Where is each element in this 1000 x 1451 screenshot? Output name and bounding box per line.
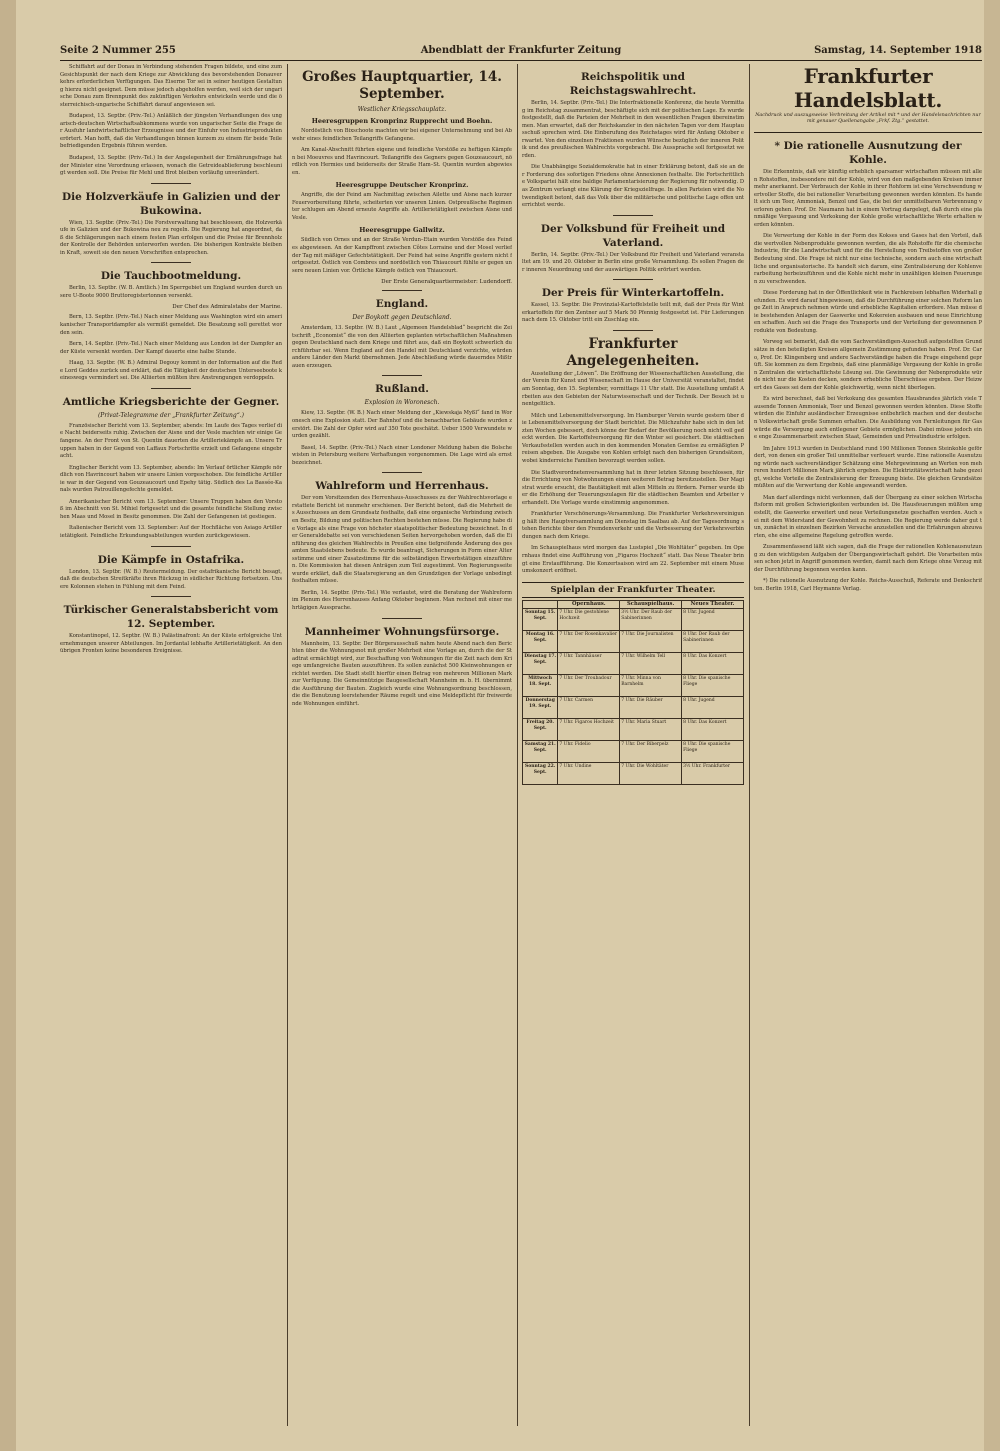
- article-paragraph: Es wird berechnet, daß bei Verkokung des gesamten Hausbrandes jährlich viele Tausende Tonnen Ammoniak, Teer und Benzol gewonnen werden könnten. Diese Stoffe würden die Einfuhr ausländischer Erzeugnisse entbehrlich machen und der deutschen Volkswirtschaft große Summen erhalten. Die Ausbildung von Fernleitungen für Gas würde die Versorgung auch entlegener Gebiete ermöglichen. Dabei müsse jedoch eine enge Zusammenarbeit zwischen Staat, Gemeinden und Privatindustrie erfolgen.: [754, 396, 982, 441]
- schedule-cell-day: Sonntag 22. Sept.: [523, 763, 558, 785]
- article-paragraph: Kiew, 13. Septbr. (W. B.) Nach einer Meldung der „Kiewskaja Myßl“ fand in Woronesch eine Explosion statt. Der Bahnhof und die benachbarten Gebäude wurden zerstört. Die Zahl der Opfer wird auf 350 Tote geschätzt. Ueber 1500 Verwundete wurden gezählt.: [292, 410, 512, 440]
- article-heading: Die Kämpfe in Ostafrika.: [97, 553, 245, 566]
- schedule-cell-opera: 7 Uhr. Der Rosenkavalier: [558, 631, 620, 653]
- header-page-number: Seite 2 Nummer 255: [60, 45, 176, 56]
- theater-schedule: [522, 582, 744, 786]
- schedule-cell-schauspiel: 3½ Uhr. Der Raub der Sabinerinnen: [620, 609, 682, 631]
- column-3: [522, 64, 744, 1426]
- column-4-text: [754, 139, 982, 593]
- article-paragraph: Kassel, 13. Septbr. Die Provinzial-Kartoffelstelle teilt mit, daß der Preis für Winterkartoffeln für den Zentner auf 5 Mark 50 Pfennig festgesetzt ist. Für Lieferungen nach dem 15. Oktober tritt ein Zuschlag ein.: [522, 302, 744, 324]
- article-separator: [151, 388, 191, 389]
- column-rule: [749, 64, 750, 1426]
- article-separator: [382, 472, 422, 473]
- article-paragraph: Wien, 13. Septbr. (Priv.-Tel.) Die Forstverwaltung hat beschlossen, die Holzverkäufe in Galizien und der Bukowina neu zu regeln. Die Regierung hat angeordnet, daß die Schlägerungen nach einem festen Plan erfolgen und die Preise für Brennholz der Kontrolle der Behörden unterworfen werden. Die bisherigen Kontrakte bleiben in Kraft, soweit sie den neuen Vorschriften entsprechen.: [60, 219, 282, 256]
- page-header: [60, 44, 982, 61]
- schedule-cell-opera: 7 Uhr. Die gestohlene Hochzeit: [558, 609, 620, 631]
- article-paragraph: Im Jahre 1913 wurden in Deutschland rund 190 Millionen Tonnen Steinkohle gefördert, von denen ein großer Teil unmittelbar verfeuert wurde. Eine rationelle Ausnutzung würde nach sachverständiger Schätzung eine Mehrgewinnung an Werten von mehreren hundert Millionen Mark jährlich ergeben. Die Elektrizitätswirtschaft habe gezeigt, welche Vorteile die Zentralisierung der Erzeugung biete. Die gleichen Grundsätze müßten auf die Verwertung der Kohle angewandt werden.: [754, 445, 982, 490]
- column-2: [292, 64, 512, 1426]
- article-heading: Reichspolitik und Reichstagswahlrecht.: [569, 71, 697, 97]
- column-rule: [517, 64, 518, 1426]
- article-heading: Türkischer Generalstabsbericht vom 12. September.: [63, 604, 279, 631]
- article-separator: [151, 262, 191, 263]
- theater-schedule-header-row: [523, 600, 744, 609]
- subsection-heading: Heeresgruppe Deutscher Kronprinz.: [335, 181, 469, 190]
- article-paragraph: Vorweg sei bemerkt, daß die vom Sachverständigen-Ausschuß aufgestellten Grundsätze in den beteiligten Kreisen allgemein Zustimmung gefunden haben. Prof. Dr. Caro, Prof. Dr. Klingenberg und andere Sachverständige haben die Frage eingehend geprüft. Sie kommen zu dem Ergebnis, daß eine planmäßige Vergasung der Kohle in großen Zentralen die wirtschaftlichste Lösung sei. Die Gewinnung der Nebenprodukte würde nicht nur die Kosten decken, sondern erhebliche Überschüsse ergeben. Der Heizwert des Gases sei dem der Kohle gleichwertig, wenn nicht überlegen.: [754, 339, 982, 391]
- article-paragraph: Amsterdam, 13. Septbr. (W. B.) Laut „Algemeen Handelsblad“ bespricht die Zeitschrift „Economist“ die von den Alliierten geplanten wirtschaftlichen Maßnahmen gegen Deutschland nach dem Kriege und führt aus, daß ein Boykott schwerlich durchführbar sei. Wenn England auf den Handel mit Deutschland verzichte, würden andere Länder den Markt übernehmen. Jede Abschließung würde dauerndes Mißtrauen erzeugen.: [292, 325, 512, 369]
- schedule-row: [523, 609, 744, 631]
- article-separator: [151, 596, 191, 597]
- schedule-cell-schauspiel: 7 Uhr. Maria Stuart: [620, 719, 682, 741]
- subheading: Westlicher Kriegsschauplatz.: [357, 106, 447, 113]
- article-heading: Der Volksbund für Freiheit und Vaterland.: [540, 222, 726, 249]
- article-paragraph: Haag, 13. Septbr. (W. B.) Admiral Degouy kommt in der Information auf die Rede Lord Geddes zurück und erklärt, daß die Tätigkeit der deutschen Unterseeboote keineswegs vermindert sei. Die Alliierten müßten ihre Anstrengungen verdoppeln.: [60, 360, 282, 382]
- schedule-row: [523, 719, 744, 741]
- page-right-edge: [984, 0, 1000, 1451]
- article-paragraph: Die Verwertung der Kohle in der Form des Kokses und Gases hat den Vorteil, daß die wertvollen Nebenprodukte gewonnen werden, die als Rohstoffe für die chemische Industrie, für die Landwirtschaft und für die Herstellung von Treibstoffen von großer Bedeutung sind. Die Frage ist nicht nur eine technische, sondern auch eine wirtschaftliche und organisatorische. Es handelt sich darum, eine Zentralisierung der Kohlenverarbeitung herbeizuführen und die Kohle nicht mehr in unzähligen kleinen Feuerungen zu verschwenden.: [754, 233, 982, 285]
- article-paragraph: Berlin, 14. Septbr. (Priv.-Tel.) Wie verlautet, wird die Beratung der Wahlreform im Plenum des Herrenhauses Anfang Oktober beginnen. Man rechnet mit einer mehrtägigen Aussprache.: [292, 589, 512, 611]
- article-paragraph: Angriffe, die der Feind am Nachmittag zwischen Ailette und Aisne nach kurzer Feuervorbereitung führte, scheiterten vor unseren Linien. Ostpreußische Regimenter schlugen am Abend erneute Angriffe ab. Artillerietätigkeit zwischen Aisne und Vesle.: [292, 192, 512, 221]
- article-paragraph: Konstantinopel, 12. Septbr. (W. B.) Palästinafront: An der Küste erfolgreiche Unternehmungen unserer Abteilungen. Im Jordantal lebhafte Artillerietätigkeit. An den übrigen Fronten keine besonderen Ereignisse.: [60, 633, 282, 655]
- schedule-row: [523, 631, 744, 653]
- article-separator: [613, 330, 653, 331]
- article-heading: Die Holzverkäufe in Galizien und der Bukowina.: [62, 190, 280, 217]
- header-date: Samstag, 14. September 1918: [814, 45, 982, 56]
- schedule-cell-opera: 7 Uhr. Tannhäuser: [558, 653, 620, 675]
- schedule-col-header: Opernhaus.: [558, 600, 620, 609]
- schedule-col-header: [523, 600, 558, 609]
- schedule-row: [523, 675, 744, 697]
- schedule-cell-neues: 8 Uhr. Das Konzert: [682, 653, 744, 675]
- article-paragraph: Frankfurter Verschönerungs-Versammlung. Die Frankfurter Verkehrsvereinigung hält ihre Hauptversammlung am Dienstag im Saalbau ab. Auf der Tagesordnung stehen Berichte über den Fremdenverkehr und die Verbesserung der Verkehrsverbindungen nach dem Kriege.: [522, 511, 744, 540]
- schedule-cell-schauspiel: 7 Uhr. Wilhelm Tell: [620, 653, 682, 675]
- article-paragraph: Am Kanal-Abschnitt führten eigene und feindliche Vorstöße zu heftigen Kämpfen bei Moeuvres und Havrincourt. Teilangriffe des Gegners gegen Gouzeaucourt, nördlich von Hermies und beiderseits der Straße Ham–St. Quentin wurden abgewiesen.: [292, 147, 512, 176]
- section-title: Frankfurter Angelegenheiten.: [566, 335, 700, 369]
- subheading: (Privat-Telegramme der „Frankfurter Zeitung“.): [97, 411, 245, 419]
- article-separator: [613, 215, 653, 216]
- handelsblatt-notice: Nachdruck und auszugsweise Verbreitung der Artikel mit * und der Handelsnachrichten nur mit genauer Quellenangabe „Frkf. Ztg.“ gestattet.: [755, 113, 981, 124]
- schedule-cell-day: Donnerstag 19. Sept.: [523, 697, 558, 719]
- article-paragraph: Die Unabhängige Sozialdemokratie hat in einer Erklärung betont, daß sie an der Forderung des sofortigen Friedens ohne Annexionen festhalte. Die Fortschrittliche Volkspartei hält eine baldige Parlamentarisierung der Regierung für notwendig. Das Zentrum verlangt eine Klärung der Kriegszielfrage. In allen Parteien wird die Notwendigkeit betont, daß das Volk über die militärische und politische Lage offen unterrichtet werde.: [522, 164, 744, 209]
- schedule-cell-schauspiel: 7 Uhr. Die Wohltäter: [620, 763, 682, 785]
- article-paragraph: Bern, 13. Septbr. (Priv.-Tel.) Nach einer Meldung aus Washington wird ein amerikanischer Transportdampfer als vermißt gemeldet. Die Besatzung soll gerettet worden sein.: [60, 314, 282, 336]
- article-separator: [382, 618, 422, 619]
- schedule-cell-neues: 8 Uhr. Die spanische Fliege: [682, 675, 744, 697]
- schedule-row: [523, 697, 744, 719]
- article-paragraph: London, 13. Septbr. (W. B.) Reutermeldung. Der ostafrikanische Bericht besagt, daß die deutschen Streitkräfte ihren Rückzug in südlicher Richtung fortsetzen. Unsere Kolonnen stehen in Fühlung mit dem Feind.: [60, 568, 282, 590]
- schedule-row: [523, 741, 744, 763]
- schedule-cell-schauspiel: 7 Uhr. Der Biberpelz: [620, 741, 682, 763]
- subsection-heading: Heeresgruppen Kronprinz Rupprecht und Boehn.: [311, 117, 493, 125]
- article-paragraph: Diese Forderung hat in der Öffentlichkeit wie in Fachkreisen lebhaften Widerhall gefunden. Es wird darauf hingewiesen, daß die Durchführung einer solchen Reform lange Zeit in Anspruch nehmen würde und erhebliche Kapitalien erfordere. Man müsse die bestehenden Anlagen der Gaswerke und Kokereien ausbauen und neue Einrichtungen schaffen. Auch sei die Frage des Transports und der Verteilung der gewonnenen Produkte von Bedeutung.: [754, 290, 982, 334]
- schedule-cell-neues: 8 Uhr. Jugend: [682, 697, 744, 719]
- header-publication: Abendblatt der Frankfurter Zeitung: [420, 45, 622, 56]
- schedule-row: [523, 653, 744, 675]
- schedule-cell-day: Dienstag 17. Sept.: [523, 653, 558, 675]
- schedule-cell-neues: 8 Uhr. Die spanische Fliege: [682, 741, 744, 763]
- schedule-cell-opera: 7 Uhr. Der Troubadour: [558, 675, 620, 697]
- article-separator: [382, 375, 422, 376]
- schedule-col-header: Neues Theater.: [682, 600, 744, 609]
- page-left-edge: [0, 0, 16, 1451]
- article-paragraph: Die Stadtverordnetenversammlung hat in ihrer letzten Sitzung beschlossen, für die Errichtung von Notwohnungen einen weiteren Betrag bereitzustellen. Der Magistrat wurde ersucht, die Bautätigkeit mit allen Mitteln zu fördern. Ferner wurde über die Erhöhung der Teuerungszulagen für die städtischen Beamten und Arbeiter verhandelt. Die Vorlage wurde einstimmig angenommen.: [522, 469, 744, 506]
- article-paragraph: Budapest, 13. Septbr. (Priv.-Tel.) In der Angelegenheit der Ernährungsfrage hat der Minister eine Verordnung erlassen, wonach die Getreideablieferung beschleunigt werden soll. Die Preise für Mehl und Brot bleiben vorläufig unverändert.: [60, 155, 282, 177]
- article-paragraph: Schiffahrt auf der Donau in Verbindung stehenden Fragen bildete, und eine zum Gesichtspunkt der nach dem Kriege zur Abwicklung des bevorstehenden Donauverkehrs erforderlichen Verfügungen. Das Eiserne Tor sei in seiner heutigen Gestaltung hierzu nicht geeignet. Dem müsse jedoch abgeholfen werden, weil sich der ungarische Donau zum Brennpunkt des zukünftigen Verkehrs entwickeln werde und die österreichisch-ungarische Schiffahrt darauf angewiesen sei.: [60, 64, 282, 108]
- article-paragraph: Berlin, 14. Septbr. (Priv.-Tel.) Der Volksbund für Freiheit und Vaterland veranstaltet am 19. und 20. Oktober in Berlin eine große Versammlung. Es sollen Fragen der inneren Neuordnung und der auswärtigen Politik erörtert werden.: [522, 251, 744, 273]
- article-heading: * Die rationelle Ausnutzung der Kohle.: [774, 140, 962, 166]
- handelsblatt-masthead: [754, 64, 982, 133]
- article-paragraph: Zusammenfassend läßt sich sagen, daß die Frage der rationellen Kohlenausnutzung zu den wichtigsten Aufgaben der Übergangswirtschaft gehört. Die Vorarbeiten müssen schon jetzt in Angriff genommen werden, damit nach dem Kriege ohne Verzug mit der Durchführung begonnen werden kann.: [754, 544, 982, 573]
- schedule-row: [523, 763, 744, 785]
- article-heading: Amtliche Kriegsberichte der Gegner.: [62, 395, 280, 408]
- subsection-heading: Heeresgruppe Gallwitz.: [359, 226, 445, 235]
- article-separator: [151, 546, 191, 547]
- schedule-col-header: Schauspielhaus.: [620, 600, 682, 609]
- article-heading: Die Tauchbootmeldung.: [100, 270, 242, 283]
- article-paragraph: Der vom Vorsitzenden des Herrenhaus-Ausschusses zu der Wahlrechtsvorlage erstattete Bericht ist nunmehr erschienen. Der Bericht betont, daß die Mehrheit des Ausschusses an dem Grundsatz festhalte, daß eine organische Verbindung zwischen Besitz, Bildung und politischen Rechten bestehen müsse. Die Regierung habe die Vorlage als eine Frage von höchster staatspolitischer Bedeutung bezeichnet. In der Generaldebatte sei von verschiedenen Seiten hervorgehoben worden, daß die Einführung des gleichen Wahlrechts in Preußen eine tiefgreifende Änderung des gesamten Staatslebens bedeute. Es wurde beantragt, Sicherungen in Form einer Altersstimme und einer Zusatzstimme für die selbständigen Erwerbstätigen einzuführen. Die Kommission hat diesen Anträgen zum Teil zugestimmt. Von Regierungsseite wurde erklärt, daß die Staatsregierung an den Grundzügen der Vorlage unbedingt festhalten müsse.: [292, 495, 512, 585]
- article-separator: [613, 279, 653, 280]
- schedule-cell-day: Sonntag 15. Sept.: [523, 609, 558, 631]
- article-paragraph: *) Die rationelle Ausnutzung der Kohle. Reichs-Ausschuß, Referate und Denkschriften. Berlin 1918, Carl Heymanns Verlag.: [754, 578, 982, 592]
- schedule-cell-neues: 8 Uhr. Jugend: [682, 609, 744, 631]
- article-paragraph: Milch und Lebensmittelversorgung. Im Hamburger Verein wurde gestern über die Lebensmittelversorgung der Stadt berichtet. Die Milchzufuhr habe sich in den letzten Wochen gebessert, doch könne der Bedarf der Bevölkerung noch nicht voll gedeckt werden. Die Kartoffelversorgung für den Winter sei gesichert. Die städtischen Verkaufsstellen werden auch in den kommenden Monaten Gemüse zu ermäßigten Preisen abgeben. Die Ausgabe von Kohlen erfolgt nach den bisherigen Grundsätzen, wobei kinderreiche Familien bevorzugt werden sollen.: [522, 412, 744, 464]
- theater-schedule-table: [522, 600, 744, 786]
- section-title: Großes Hauptquartier, 14. September.: [302, 69, 502, 102]
- signature-line: Der Chef des Admiralstabs der Marine.: [172, 304, 282, 311]
- schedule-cell-schauspiel: 7 Uhr. Die Räuber: [620, 697, 682, 719]
- article-heading: Der Preis für Winterkartoffeln.: [541, 287, 725, 300]
- schedule-cell-neues: 8 Uhr. Der Raub der Sabinerinnen: [682, 631, 744, 653]
- schedule-cell-opera: 7 Uhr. Carmen: [558, 697, 620, 719]
- schedule-cell-day: Mittwoch 18. Sept.: [523, 675, 558, 697]
- article-paragraph: Berlin, 14. Septbr. (Priv.-Tel.) Die Interfraktionelle Konferenz, die heute Vormittag im Reichstag zusammentrat, beschäftigte sich mit der politischen Lage. Es wurde festgestellt, daß die Parteien der Mehrheit in den wesentlichen Fragen übereinstimmen. Man erwartet, daß der Reichskanzler in den nächsten Tagen vor dem Hauptausschuß sprechen wird. Die Einberufung des Reichstages wird für Anfang Oktober erwartet. Von den einzelnen Fraktionen wurden Wünsche bezüglich der inneren Politik und des preußischen Wahlrechts vorgebracht. Die Aussprache soll fortgesetzt werden.: [522, 100, 744, 159]
- schedule-cell-opera: 7 Uhr. Figaros Hochzeit: [558, 719, 620, 741]
- article-paragraph: Ausstellung der „Löwen“. Die Eröffnung der Wissenschaftlichen Ausstellung, die der Verein für Kunst und Wissenschaft im Hause der Universität veranstaltet, findet am Sonntag, den 15. September, vormittags 11 Uhr statt. Die Ausstellung umfaßt Arbeiten aus den Gebieten der Naturwissenschaft und der Technik. Der Besuch ist unentgeltlich.: [522, 370, 744, 408]
- article-separator: [382, 290, 422, 291]
- article-paragraph: Südlich von Ornes und an der Straße Verdun–Etain wurden Vorstöße des Feindes abgewiesen. An der Kampffront zwischen Côtes Lorraine und der Mosel verlief der Tag mit mäßiger Gefechtstätigkeit. Der Feind hat seine Angriffe gestern nicht fortgesetzt. Östlich von Combres und nordöstlich von Thiaucourt fühlte er gegen unsere neuen Linien vor. Örtliche Kämpfe östlich von Thiaucourt.: [292, 237, 512, 274]
- article-paragraph: Basel, 14. Septbr. (Priv.-Tel.) Nach einer Londoner Meldung haben die Bolschewisten in Petersburg weitere Verhaftungen vorgenommen. Die Lage wird als ernst bezeichnet.: [292, 444, 512, 466]
- schedule-cell-day: Montag 16. Sept.: [523, 631, 558, 653]
- column-4: [754, 64, 982, 1426]
- schedule-cell-day: Freitag 20. Sept.: [523, 719, 558, 741]
- schedule-cell-neues: 8 Uhr. Das Konzert: [682, 719, 744, 741]
- signature-line: Der Erste Generalquartiermeister: Ludendorff.: [381, 279, 512, 286]
- theater-schedule-title: Spielplan der Frankfurter Theater.: [522, 582, 744, 598]
- article-paragraph: Englischer Bericht vom 13. September, abends: Im Verlauf örtlicher Kämpfe nördlich von Havrincourt haben wir unsere Linien vorgeschoben. Die feindliche Artillerie war in der Gegend von Gouzeaucourt und Epehy tätig. Südlich des La Bassée-Kanals wurden Patrouillengefechte gemeldet.: [60, 464, 282, 494]
- article-paragraph: Man darf allerdings nicht verkennen, daß der Übergang zu einer solchen Wirtschaftsform mit großen Schwierigkeiten verbunden ist. Die Hausfeuerungen müßten umgestellt, die Gaswerke erweitert und neue Verteilungsnetze geschaffen werden. Auch sei mit dem Widerstand der Gewohnheit zu rechnen. Die Regierung werde daher gut tun, zunächst in einzelnen Bezirken Versuche anzustellen und die Erfahrungen abzuwarten, ehe eine allgemeine Regelung getroffen werde.: [754, 494, 982, 539]
- schedule-cell-opera: 7 Uhr. Undine: [558, 763, 620, 785]
- subheading: Der Boykott gegen Deutschland.: [352, 314, 452, 322]
- article-heading: England.: [375, 298, 429, 311]
- article-paragraph: Amerikanischer Bericht vom 13. September: Unsere Truppen haben den Vorstoß im Abschnitt von St. Mihiel fortgesetzt und die gesamte feindliche Stellung zwischen Maas und Mosel in Besitz genommen. Die Zahl der Gefangenen ist gestiegen.: [60, 498, 282, 520]
- article-paragraph: Berlin, 13. Septbr. (W. B. Amtlich.) Im Sperrgebiet um England wurden durch unsere U-Boote 9000 Bruttoregistertonnen versenkt.: [60, 285, 282, 299]
- article-paragraph: Budapest, 13. Septbr. (Priv.-Tel.) Anläßlich der jüngsten Verhandlungen des ungarisch-deutschen Wirtschaftsabkommens wurde von ungarischer Seite die Frage der Ausfuhr landwirtschaftlicher Erzeugnisse und der Einfuhr von Industrieprodukten erörtert. Man hofft, daß die Verhandlungen binnen kurzem zu einem für beide Teile befriedigenden Ergebnis führen werden.: [60, 113, 282, 150]
- schedule-cell-neues: 3½ Uhr. Frankfurter: [682, 763, 744, 785]
- article-paragraph: Französischer Bericht vom 13. September, abends: Im Laufe des Tages verlief die Nacht beiderseits ruhig. Zwischen der Aisne und der Vesle machten wir einige Gefangene. An der Front von St. Quentin dauerten die Artilleriekämpfe an. Unsere Truppen haben in der Gegend von Laffaux Fortschritte erzielt und Gefangene eingebracht.: [60, 422, 282, 460]
- schedule-cell-opera: 7 Uhr. Fidelio: [558, 741, 620, 763]
- article-heading: Wahlreform und Herrenhaus.: [315, 480, 489, 493]
- article-heading: Rußland.: [375, 383, 429, 396]
- schedule-cell-schauspiel: 7 Uhr. Die Journalisten: [620, 631, 682, 653]
- article-paragraph: Italienischer Bericht vom 13. September: Auf der Hochfläche von Asiago Artillerietätigkeit. Feindliche Erkundungsabteilungen wurden zurückgewiesen.: [60, 525, 282, 539]
- subheading: Explosion in Woronesch.: [364, 399, 440, 407]
- column-1: [60, 64, 282, 1426]
- article-paragraph: Die Erkenntnis, daß wir künftig erheblich sparsamer wirtschaften müssen mit allen Rohstoffen, insbesondere mit der Kohle, wird von den maßgebenden Kreisen immer mehr anerkannt. Der Verbrauch der Kohle in ihrer Rohform ist eine Verschwendung wertvoller Stoffe, die bei rationeller Verarbeitung gewonnen werden könnten. Es handelt sich um Teer, Ammoniak, Benzol und Gas, die bei der unmittelbaren Verbrennung verloren gehen. Prof. Dr. Naumann hat in einem Vortrag dargelegt, daß durch eine planmäßige Vergasung und Verkokung der Kohle große wirtschaftliche Werte erhalten werden könnten.: [754, 169, 982, 228]
- schedule-cell-schauspiel: 7 Uhr. Minna von Barnhelm: [620, 675, 682, 697]
- article-heading: Mannheimer Wohnungsfürsorge.: [304, 625, 500, 638]
- article-paragraph: Mannheim, 13. Septbr. Der Bürgerausschuß nahm heute Abend nach den Berichten über die Wohnungsnot mit großer Mehrheit eine Vorlage an, durch die der Stadtrat ermächtigt wird, zur Beschaffung von Wohnungen für die Zeit nach dem Kriege umfangreiche Bauten auszuführen. Es sollen zunächst 500 Kleinwohnungen errichtet werden. Die Stadt stellt hierfür einen Betrag von mehreren Millionen Mark zur Verfügung. Die Gemeinnützige Baugesellschaft Mannheim m. b. H. übernimmt die Ausführung der Bauten. Zugleich wurde eine Wohnungsordnung beschlossen, die die Benutzung leerstehender Räume regelt und eine Meldepflicht für freiwerdende Wohnungen einführt.: [292, 640, 512, 707]
- column-rule: [287, 64, 288, 1426]
- handelsblatt-title: Frankfurter Handelsblatt.: [793, 64, 943, 112]
- schedule-cell-day: Samstag 21. Sept.: [523, 741, 558, 763]
- article-paragraph: Nordöstlich von Bixschoote machten wir bei eigener Unternehmung und bei Abwehr eines feindlichen Teilangriffs Gefangene.: [292, 128, 512, 142]
- column-3-text: [522, 70, 744, 576]
- article-separator: [151, 183, 191, 184]
- article-paragraph: Im Schauspielhaus wird morgen das Lustspiel „Die Wohltäter“ gegeben. Im Opernhaus findet eine Aufführung von „Figaros Hochzeit“ statt. Das Neue Theater bringt eine Erstaufführung. Die Konzertsaison wird am 22. September mit einem Museumskonzert eröffnet.: [522, 545, 744, 575]
- article-paragraph: Bern, 14. Septbr. (Priv.-Tel.) Nach einer Meldung aus London ist der Dampfer an der Küste versenkt worden. Der Kampf dauerte eine halbe Stunde.: [60, 341, 282, 355]
